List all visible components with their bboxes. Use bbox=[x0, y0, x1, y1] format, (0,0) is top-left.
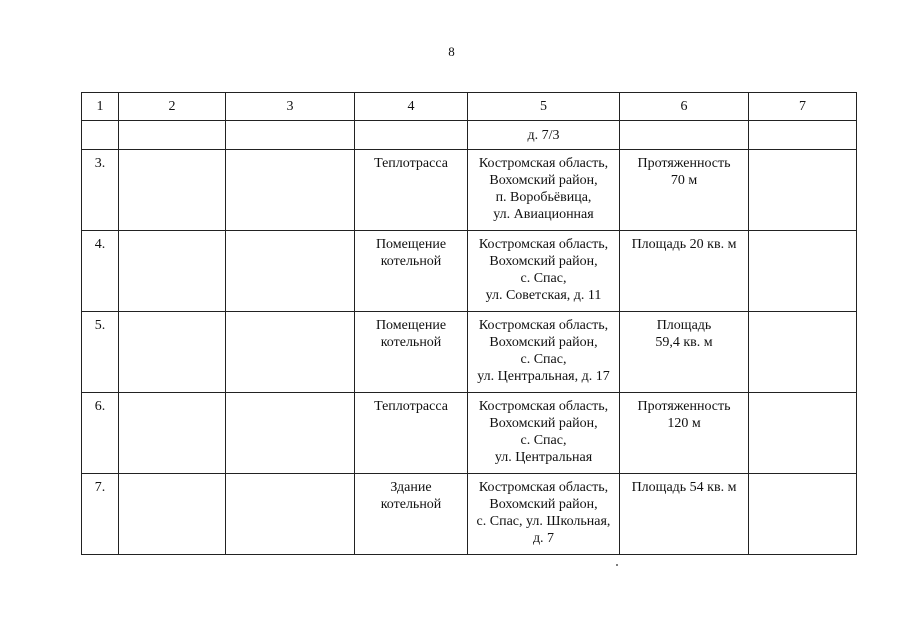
row-number-cell bbox=[82, 150, 119, 231]
page-number: 8 bbox=[448, 44, 455, 59]
table-row bbox=[82, 231, 857, 312]
object-name-cell bbox=[355, 393, 468, 474]
property-table bbox=[81, 92, 857, 555]
characteristic-cell bbox=[620, 150, 749, 231]
object-name-cell bbox=[355, 231, 468, 312]
address-cell bbox=[468, 474, 620, 555]
object-address: Костромская область, Вохомский район, с. Спас, ул. Центральная, д. 17 bbox=[477, 318, 610, 384]
object-name: Помещение котельной bbox=[375, 318, 447, 350]
row-number-cell bbox=[82, 312, 119, 393]
address-cell bbox=[468, 150, 620, 231]
table-cell bbox=[355, 121, 468, 150]
table-cell bbox=[119, 121, 226, 150]
table-row bbox=[82, 474, 857, 555]
table-cell bbox=[119, 150, 226, 231]
object-name: Здание котельной bbox=[380, 480, 442, 512]
column-header: 6 bbox=[620, 93, 749, 121]
object-address: Костромская область, Вохомский район, п. Воробьёвица, ул. Авиационная bbox=[478, 156, 609, 222]
table-cell bbox=[749, 393, 857, 474]
object-name-cell bbox=[355, 312, 468, 393]
column-header: 5 bbox=[468, 93, 620, 121]
characteristic-cell bbox=[620, 312, 749, 393]
table-cell bbox=[620, 121, 749, 150]
row-number: 3. bbox=[94, 156, 106, 171]
object-address: Костромская область, Вохомский район, с. Спас, ул. Школьная, д. 7 bbox=[476, 480, 611, 546]
column-header: 1 bbox=[82, 93, 119, 121]
table-cell bbox=[226, 312, 355, 393]
table-cell bbox=[119, 231, 226, 312]
object-name: Теплотрасса bbox=[374, 399, 448, 414]
object-name: Помещение котельной bbox=[375, 237, 447, 269]
object-name-cell bbox=[355, 150, 468, 231]
table-cell bbox=[226, 121, 355, 150]
address-continuation: д. 7/3 bbox=[468, 121, 620, 150]
table-cell bbox=[749, 150, 857, 231]
table-cell bbox=[749, 312, 857, 393]
row-number-cell bbox=[82, 393, 119, 474]
column-header: 3 bbox=[226, 93, 355, 121]
column-header: 2 bbox=[119, 93, 226, 121]
scan-speck bbox=[616, 564, 618, 566]
table-cell bbox=[749, 121, 857, 150]
object-characteristic: Протяженность 120 м bbox=[637, 399, 731, 431]
header-row bbox=[82, 93, 857, 121]
table-cell bbox=[226, 150, 355, 231]
object-characteristic: Площадь 59,4 кв. м bbox=[655, 318, 713, 350]
table-cell bbox=[749, 231, 857, 312]
column-header: 4 bbox=[355, 93, 468, 121]
table-cell bbox=[119, 474, 226, 555]
table-row bbox=[82, 312, 857, 393]
address-cell bbox=[468, 312, 620, 393]
row-number: 7. bbox=[94, 480, 106, 495]
object-name-cell bbox=[355, 474, 468, 555]
row-number-cell bbox=[82, 474, 119, 555]
object-address: Костромская область, Вохомский район, с. Спас, ул. Центральная bbox=[478, 399, 609, 465]
column-header: 7 bbox=[749, 93, 857, 121]
continuation-row bbox=[82, 121, 857, 150]
row-number: 4. bbox=[94, 237, 106, 252]
table-cell bbox=[749, 474, 857, 555]
row-number: 5. bbox=[94, 318, 106, 333]
table-cell bbox=[119, 393, 226, 474]
table-row bbox=[82, 150, 857, 231]
table-cell bbox=[226, 231, 355, 312]
object-characteristic: Протяженность 70 м bbox=[637, 156, 731, 188]
table-cell bbox=[119, 312, 226, 393]
object-name: Теплотрасса bbox=[374, 156, 448, 171]
characteristic-cell bbox=[620, 231, 749, 312]
object-characteristic: Площадь 20 кв. м bbox=[631, 237, 737, 252]
table-row bbox=[82, 393, 857, 474]
address-cell bbox=[468, 231, 620, 312]
row-number: 6. bbox=[94, 399, 106, 414]
address-cell bbox=[468, 393, 620, 474]
object-address: Костромская область, Вохомский район, с. Спас, ул. Советская, д. 11 bbox=[478, 237, 609, 303]
table-cell bbox=[226, 393, 355, 474]
table-cell bbox=[82, 121, 119, 150]
characteristic-cell bbox=[620, 393, 749, 474]
table-cell bbox=[226, 474, 355, 555]
characteristic-cell bbox=[620, 474, 749, 555]
row-number-cell bbox=[82, 231, 119, 312]
object-characteristic: Площадь 54 кв. м bbox=[631, 480, 737, 495]
